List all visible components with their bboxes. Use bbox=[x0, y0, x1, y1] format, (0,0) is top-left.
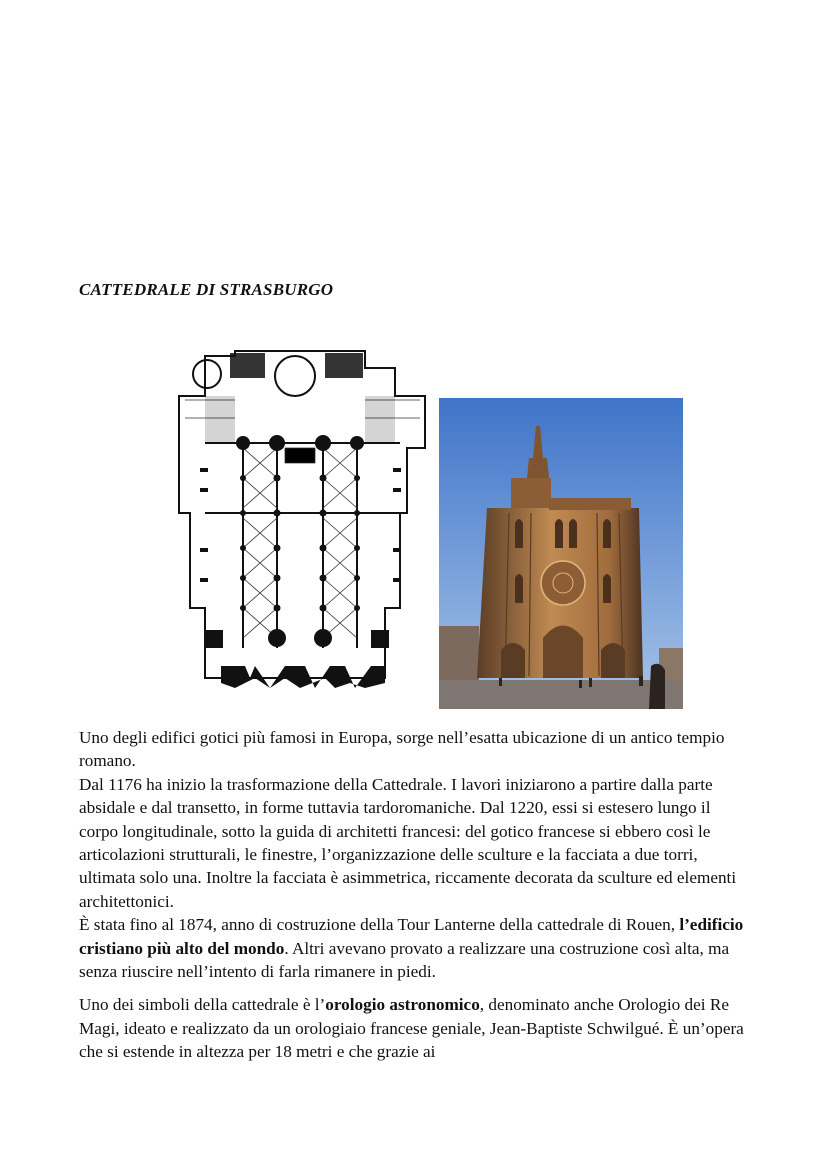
paragraph-height-bold: l’edificio cristiano più alto del mondo bbox=[79, 915, 744, 958]
body-text bbox=[79, 726, 749, 1064]
cathedral-floor-plan-icon bbox=[175, 348, 430, 693]
paragraph-height-pre: È stata fino al 1874, anno di costruzione della Tour Lanterne della cattedrale di Rouen, bbox=[79, 915, 680, 935]
paragraph-clock-bold: orologio astronomico bbox=[325, 995, 480, 1015]
paragraph-clock bbox=[79, 993, 749, 1063]
paragraph-clock-post: , denominato anche Orologio dei Re Magi, ideato e realizzato da un orologiaio francese geniale, Jean-Baptiste Schwilgué. È un’opera che si estende in altezza per 18 metri e che grazie ai bbox=[79, 995, 744, 1062]
paragraph-height bbox=[79, 913, 749, 983]
page-title: CATTEDRALE DI STRASBURGO bbox=[79, 280, 334, 299]
paragraph-intro: Uno degli edifici gotici più famosi in Europa, sorge nell’esatta ubicazione di un antico tempio romano. bbox=[79, 728, 725, 771]
paragraph-height-post: . Altri avevano provato a realizzare una costruzione così alta, ma senza riuscire nell’intento di farla rimanere in piedi. bbox=[79, 938, 730, 982]
paragraph-history: Dal 1176 ha inizio la trasformazione della Cattedrale. I lavori iniziarono a partire dalla parte absidale e dal transetto, in forme tuttavia tardoromaniche. Dal 1220, essi si estesero lungo il corpo longitudinale, sotto la guida di architetti francesi: del gotico francese si ebbero così le articolazioni strutturali, le finestre, l’organizzazione delle sculture e la facciata a due torri, ultimata solo una. Inoltre la facciata è asimmetrica, riccamente decorata da sculture ed elementi architettonici. bbox=[79, 774, 737, 911]
cathedral-facade-photo-icon bbox=[439, 398, 683, 709]
paragraph-clock-pre: Uno dei simboli della cattedrale è l’ bbox=[79, 995, 326, 1015]
